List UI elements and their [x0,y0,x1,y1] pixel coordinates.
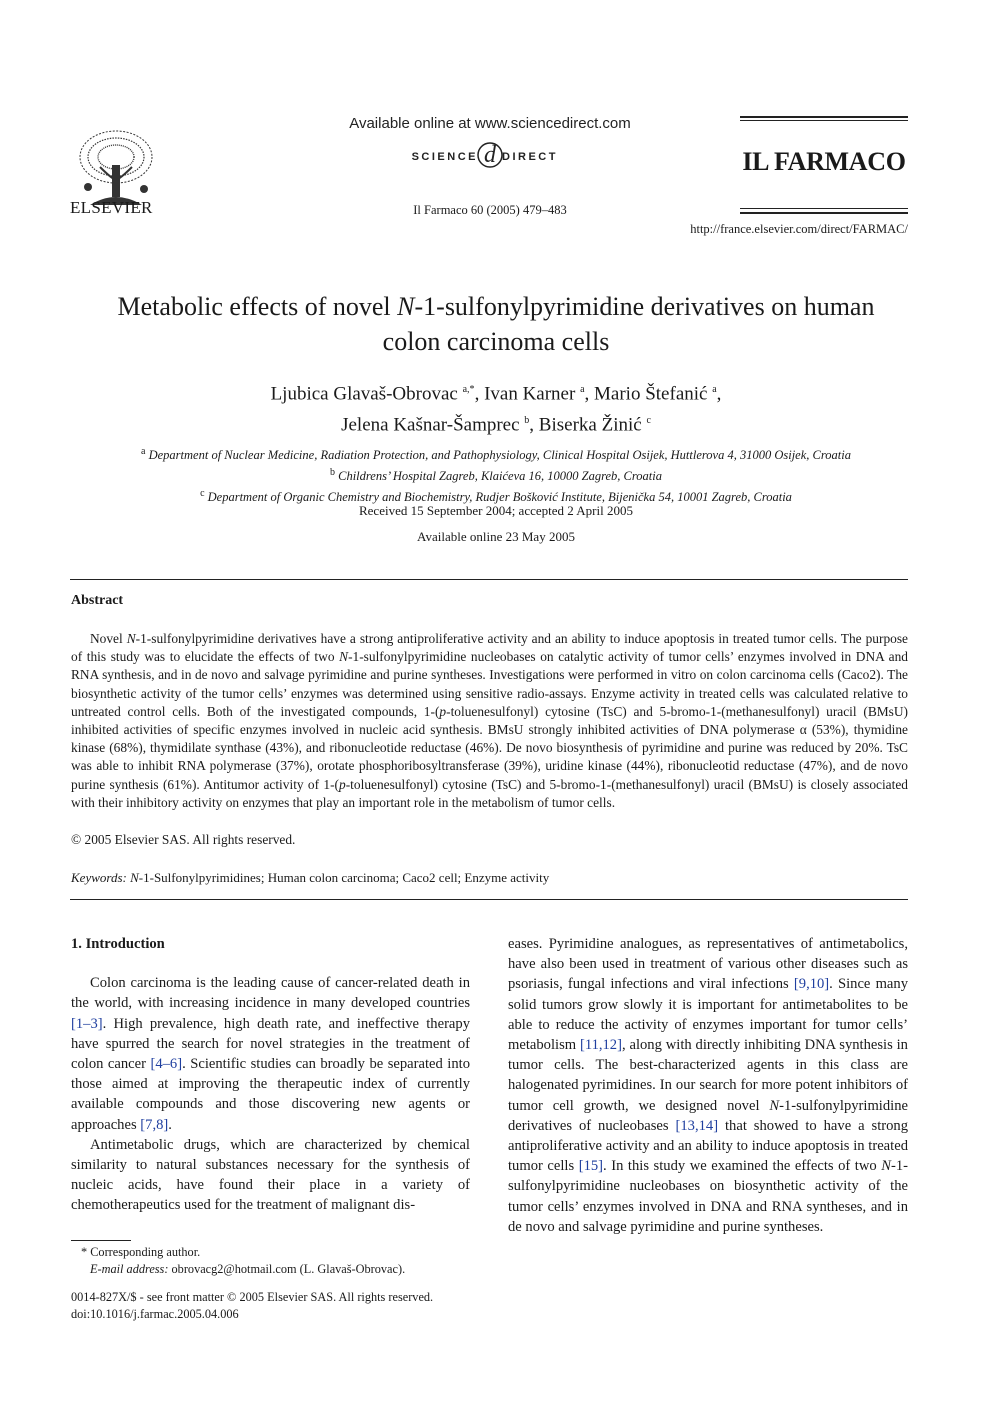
corresponding-author-note: * Corresponding author. [81,1245,201,1259]
affiliation: $^b$ Childrens’ Hospital Zagreb, Klaićeva 16, 10000 Zagreb, Croatia [330,467,662,484]
keywords: Keywords: N-1-Sulfonylpyrimidines; Human colon carcinoma; Caco2 cell; Enzyme activity [71,870,550,885]
citation-link[interactable]: [11,12] [579,1037,622,1054]
citation-link[interactable]: [4–6] [150,1056,183,1073]
citation-link[interactable]: [7,8] [140,1116,169,1133]
publisher-name: ELSEVIER [70,198,153,217]
affiliation: $^c$ Department of Organic Chemistry and Biochemistry, Rudjer Bošković Institute, Bijenička 54, 10001 Zagreb, Croatia [200,488,792,505]
affiliations [60,443,932,506]
section-heading: 1. Introduction [71,936,165,952]
divider [70,579,908,580]
available-online-text: Available online at www.sciencedirect.com [349,115,631,132]
sciencedirect-logo [380,138,600,174]
author: Ljubica Glavaš-Obrovac [270,383,458,405]
abstract-body: Novel N-1-sulfonylpyrimidine derivatives have a strong antiproliferative activity and an ability to induce apoptosis in treated tumor cells. The purpose of this study was to elucidate the effects of two N-1-sulfonylpyrimidine nucleobases on catalytic activity of tumor cells’ enzymes involved in DNA and RNA synthesis, and in de novo and salvage pyrimidine and purine syntheses. Investigations were performed in vitro on colon carcinoma cells (Caco2). The biosynthetic activity of the tumor cells’ enzymes was determined using sensitive radio-assays. Enzyme activity in treated cells was calculated relative to untreated control cells. Both of the investigated compounds, 1-(p-toluenesulfonyl) cytosine (TsC) and 5-bromo-1-(methanesulfonyl) uracil (BMsU) inhibited activities of specific enzymes involved in nucleic acid synthesis. BMsU strongly inhibited activities of DNA polymerase α (53%), thymidine kinase (68%), thymidilate synthase (43%), and ribonucleotide reductase (46%). De novo biosynthesis of pyrimidine and purine was reduced by 20%. TsC was able to inhibit RNA polymerase (37%), orotate phosphoribosyltransferase (39%), uridine kinase (44%), ribonucleotid reductase (47%), and de novo purine synthesis (61%). Antitumor activity of 1-(p-toluenesulfonyl) cytosine (TsC) and 5-bromo-1-(methanesulfonyl) uracil (BMsU) is closely associated with their inhibitory activity on enzymes that play an important role in the metabolism of tumor cells. [71,631,909,810]
sd-left-text: SCIENCE [411,151,478,163]
author: Jelena Kašnar-Šamprec [341,414,520,436]
right-column [508,934,908,1237]
available-date: Available online 23 May 2005 [417,529,575,544]
author: Ivan Karner [484,383,576,405]
left-column [71,934,470,1216]
abstract-copyright: © 2005 Elsevier SAS. All rights reserved. [71,832,296,847]
email-link[interactable]: obrovacg2@hotmail.com (L. Glavaš-Obrovac). [168,1261,406,1276]
citation-link[interactable]: [13,14] [675,1117,719,1134]
citation-link[interactable]: [1–3] [71,1015,103,1032]
sd-right-text: DIRECT [502,151,558,163]
journal-url[interactable]: http://france.elsevier.com/direct/FARMAC/ [690,222,908,236]
paragraph: Antimetabolic drugs, which are characterized by chemical similarity to natural substances necessary for the synthesis of nucleic acids, have found their place in a variety of chemotherapeutics used for the treatment of malignant dis- [71,1136,470,1214]
author: Mario Štefanić [594,383,708,405]
citation-link[interactable]: [9,10] [793,976,830,993]
doi: doi:10.1016/j.farmac.2005.04.006 [71,1306,239,1321]
journal-reference: Il Farmaco 60 (2005) 479–483 [413,203,567,217]
svg-text:d: d [484,142,496,168]
article-title: Metabolic effects of novel N-1-sulfonylpyrimidine derivatives on human colon carcinoma cells [117,292,875,356]
author: Biserka Žinić [538,414,642,436]
affiliation: $^a$ Department of Nuclear Medicine, Radiation Protection, and Pathophysiology, Clinical Hospital Osijek, Huttlerova 4, 31000 Osijek, Croatia [141,446,851,463]
paragraph: Colon carcinoma is the leading cause of cancer-related death in the world, with increasing incidence in many developed countries [1–3]. High prevalence, high death rate, and ineffective therapy have spurred the search for novel strategies in the treatment of colon cancer [4–6]. Scientific studies can broadly be separated into those aimed at improving the therapeutic index of currently available compounds and those discovering new agents or approaches [7,8]. [71,975,470,1133]
journal-name-block [740,116,908,216]
journal-name: IL FARMACO [742,147,906,176]
footnote-divider [71,1240,131,1241]
abstract-heading: Abstract [71,593,124,608]
paragraph: eases. Pyrimidine analogues, as representatives of antimetabolics, have also been used in treatment of various other diseases such as psoriasis, fungal infections and viral infections [9,10]. Since many solid tumors grow slowly it is important for antimetabolites to be able to reduce the activity of enzymes important for tumor cells’ metabolism [11,12], along with directly inhibiting DNA synthesis in tumor cells. The best-characterized agents in this class are halogenated pyrimidines. In our search for more potent inhibitors of tumor cell growth, we designed novel N-1-sulfonylpyrimidine derivatives of nucleobases [13,14] that showed to have a strong antiproliferative activity and an ability to induce apoptosis in treated tumor cells [15]. In this study we examined the effects of two N-1-sulfonylpyrimidine nucleobases on biosynthetic activity of the tumor cells’ enzymes involved in DNA and RNA syntheses, and in de novo and salvage pyrimidine and purine syntheses. [508,936,908,1235]
footer-issn: 0014-827X/$ - see front matter © 2005 Elsevier SAS. All rights reserved. doi:10.1016/j.farmac.2005.04.006 [71,1289,491,1322]
received-date: Received 15 September 2004; accepted 2 April 2005 [358,503,633,518]
citation-link[interactable]: [15] [578,1158,604,1175]
footnote: * Corresponding author. E-mail address: obrovacg2@hotmail.com (L. Glavaš-Obrovac). [71,1244,471,1277]
author-list: Ljubica Glavaš-Obrovac $^{a,*}$, Ivan Karner $^a$, Mario Štefanić $^a$, Jelena Kašnar-Šamprec $^b$, Biserka Žinić $^c$ [270,383,722,436]
divider [70,899,908,900]
